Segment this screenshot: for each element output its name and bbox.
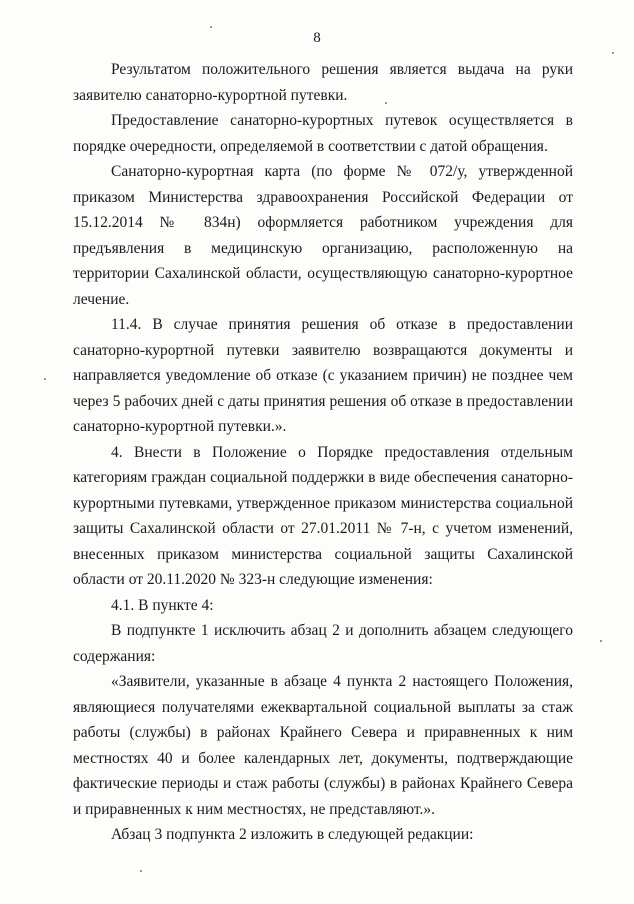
paragraph-subitem-1: В подпункте 1 исключить абзац 2 и дополнить абзацем следующего содержания:: [73, 622, 573, 665]
scan-speck: [140, 870, 142, 872]
paragraph-applicants-quote: «Заявители, указанные в абзаце 4 пункта 2 настоящего Положения, являющиеся получателями ежеквартальной социальной выплаты за стаж работы (службы) в районах Крайнего Севера и приравненных к ним местностях 40 и более календарных лет, документы, подтверждающие фактические периоды и стаж работы (службы) в районах Крайнего Севера и приравненных к ним местностях, не представляют.».: [73, 673, 573, 818]
paragraph-result: Результатом положительного решения является выдача на руки заявителю санаторно-курортной путевки.: [73, 61, 573, 104]
scan-speck: [612, 52, 614, 54]
page-number: 8: [313, 30, 321, 46]
scan-speck: [600, 640, 602, 642]
paragraph-subitem-2: Абзац 3 подпункта 2 изложить в следующей редакции:: [111, 826, 474, 843]
scan-speck: [44, 378, 46, 380]
scan-speck: [385, 102, 387, 104]
paragraph-order: Предоставление санаторно-курортных путевок осуществляется в порядке очередности, определяемой в соответствии с датой обращения.: [73, 112, 573, 155]
document-body: [73, 57, 573, 848]
paragraph-item-4: 4. Внести в Положение о Порядке предоставления отдельным категориям граждан социальной поддержки в виде обеспечения санаторно-курортными путевками, утвержденное приказом министерства социальной защиты Сахалинской области от 27.01.2011 № 7-н, с учетом изменений, внесенных приказом министерства социальной защиты Сахалинской области от 20.11.2020 № 323-н следующие изменения:: [73, 443, 573, 588]
paragraph-11-4: 11.4. В случае принятия решения об отказе в предоставлении санаторно-курортной путевки заявителю возвращаются документы и направляется уведомление об отказе (с указанием причин) не позднее чем через 5 рабочих дней с даты принятия решения об отказе в предоставлении санаторно-курортной путевки.».: [73, 316, 573, 435]
paragraph-sanatorium-card: Санаторно-курортная карта (по форме № 072/у, утвержденной приказом Министерства здравоохранения Российской Федерации от 15.12.2014 № 834н) оформляется работником учреждения для предъявления в медицинскую организацию, расположенную на территории Сахалинской области, осуществляющую санаторно-курортное лечение.: [73, 163, 573, 308]
paragraph-item-4-1: 4.1. В пункте 4:: [111, 596, 214, 614]
scan-speck: [210, 26, 212, 28]
